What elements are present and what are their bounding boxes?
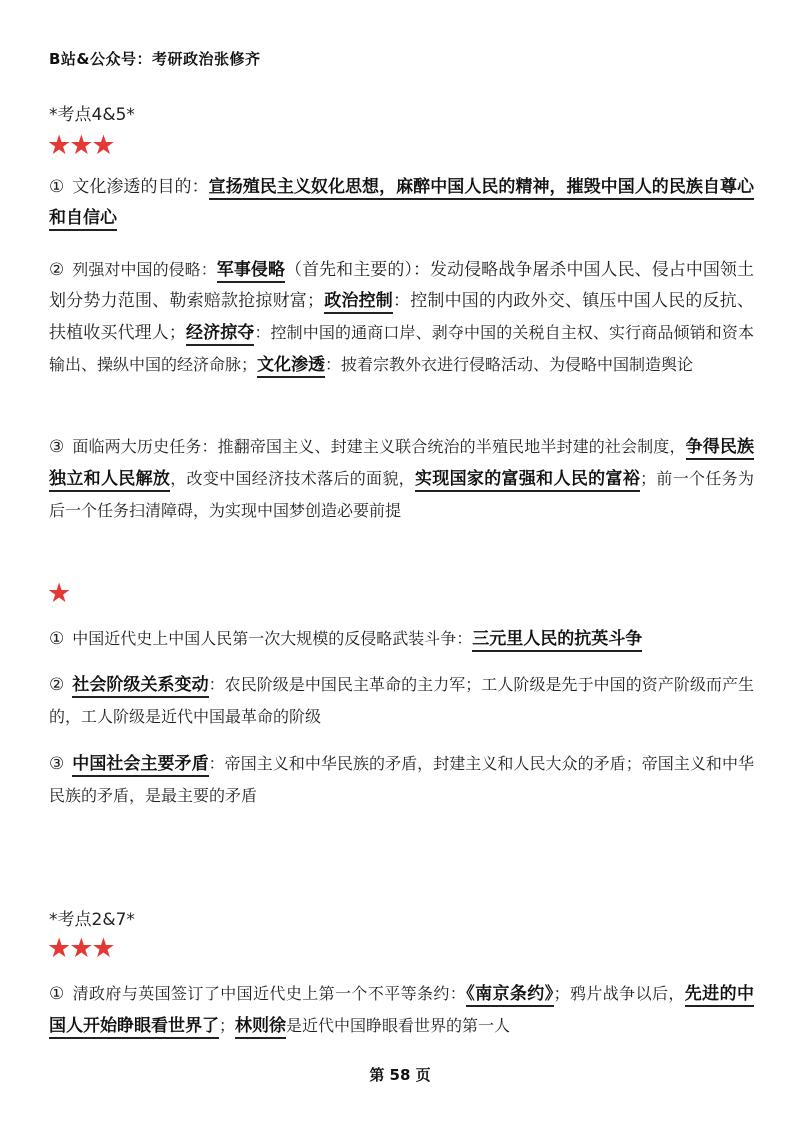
key-phrase: 三元里人民的抗英斗争	[472, 629, 642, 652]
section-label: *考点2&7*	[49, 910, 135, 930]
section-label: *考点4&5*	[49, 105, 135, 125]
key-phrase: 实现国家的富强和人民的富裕	[415, 469, 640, 492]
item-number: ②	[49, 675, 65, 695]
item-number: ③	[49, 754, 65, 774]
item-text: 清政府与英国签订了中国近代史上第一个不平等条约：	[72, 984, 467, 1003]
key-phrase: 中国社会主要矛盾	[72, 754, 208, 777]
item-text: ：控制中国的内政外交、镇压中国人民的反抗、扶植收买代理人；	[49, 291, 754, 343]
item-text: 列强对中国的侵略：	[72, 260, 217, 279]
key-phrase: 《南京条约》	[466, 984, 553, 1007]
key-phrase: 争得民族独立和人民解放	[49, 437, 754, 492]
star-rating-icon: ★	[47, 578, 70, 609]
item-text: 中国近代史上中国人民第一次大规模的反侵略武装斗争：	[72, 629, 473, 648]
list-item	[49, 978, 754, 1042]
key-phrase: 文化渗透	[257, 355, 325, 378]
item-text: 文化渗透的目的：	[72, 177, 209, 197]
list-item	[49, 748, 754, 812]
list-item	[49, 669, 754, 733]
item-text: 是近代中国睁眼看世界的第一人	[286, 1016, 511, 1035]
key-phrase: 先进的中国人开始睁眼看世界了	[49, 984, 754, 1039]
item-number: ②	[49, 260, 65, 280]
item-text: ：控制中国的通商口岸、剥夺中国的关税自主权、实行商品倾销和资本输出、操纵中国的经济命脉；	[49, 323, 754, 374]
item-text: ：披着宗教外衣进行侵略活动、为侵略中国制造舆论	[325, 355, 694, 374]
key-phrase: 军事侵略	[217, 260, 285, 283]
star-rating-icon: ★★★	[47, 933, 114, 964]
page-header: B站&公众号：考研政治张修齐	[49, 50, 261, 68]
list-item	[49, 623, 754, 655]
item-text: ，改变中国经济技术落后的面貌，	[170, 469, 415, 488]
page-number: 第 58 页	[369, 1066, 431, 1084]
item-text: ；前一个任务为后一个任务扫清障碍，为实现中国梦创造必要前提	[49, 469, 754, 520]
key-phrase: 宣扬殖民主义奴化思想，麻醉中国人民的精神，摧毁中国人的民族自尊心和自信心	[49, 177, 754, 231]
item-number: ①	[49, 629, 65, 649]
star-rating-icon: ★★★	[47, 130, 114, 161]
key-phrase: 林则徐	[235, 1016, 286, 1039]
item-text: （首先和主要的）：发动侵略战争屠杀中国人民、侵占中国领土划分势力范围、勒索赔款抢掠财富；	[49, 260, 754, 311]
list-item	[49, 431, 754, 527]
key-phrase: 社会阶级关系变动	[72, 675, 208, 698]
key-phrase: 政治控制	[324, 291, 393, 314]
item-text: ：农民阶级是中国民主革命的主力军；工人阶级是先于中国的资产阶级而产生的，工人阶级是近代中国最革命的阶级	[49, 675, 755, 726]
item-text: ：帝国主义和中华民族的矛盾，封建主义和人民大众的矛盾；帝国主义和中华民族的矛盾，是最主要的矛盾	[49, 754, 755, 805]
list-item	[49, 172, 754, 234]
item-number: ③	[49, 437, 65, 457]
item-text: ；鸦片战争以后，	[553, 984, 685, 1003]
item-text: ；	[219, 1016, 236, 1035]
item-number: ①	[49, 177, 65, 197]
list-item	[49, 254, 754, 381]
item-number: ①	[49, 984, 65, 1004]
item-text: 面临两大历史任务：推翻帝国主义、封建主义联合统治的半殖民地半封建的社会制度，	[72, 437, 686, 456]
key-phrase: 经济掠夺	[186, 323, 255, 346]
